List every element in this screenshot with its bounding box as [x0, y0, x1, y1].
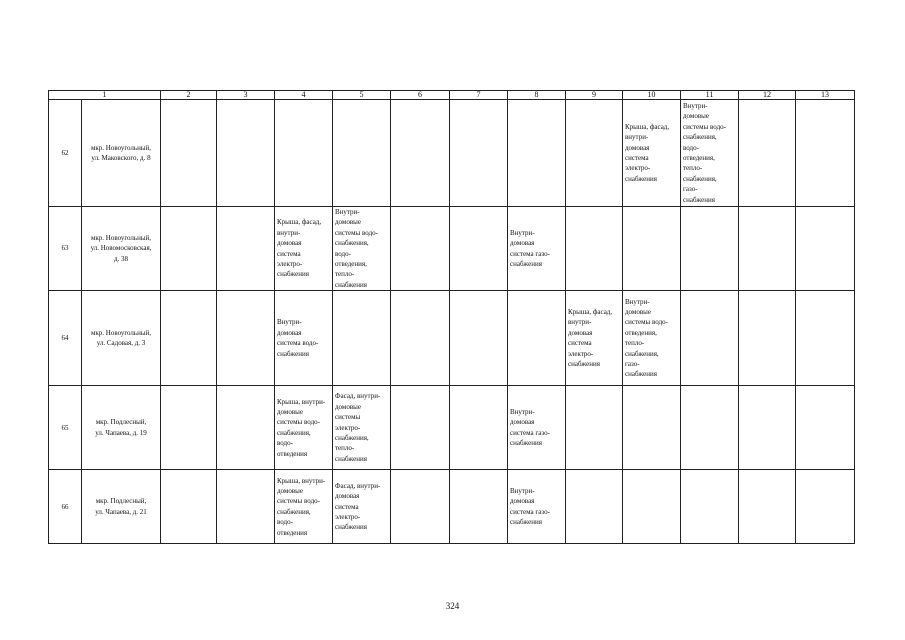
work-cell: Внутри- домовые системы водо- снабжения, водо- отведения, тепло- снабжения, газо- снабжения	[681, 100, 739, 207]
work-cell: Фасад, внутри- домовая система электро- снабжения	[333, 470, 391, 544]
work-cell: Крыша, фасад, внутри- домовая система электро- снабжения	[275, 207, 333, 291]
work-cell: Крыша, внутри- домовые системы водо- снабжения, водо- отведения	[275, 386, 333, 470]
work-cell	[681, 291, 739, 386]
work-cell: Внутри- домовая система газо- снабжения	[508, 470, 566, 544]
work-cell: Крыша, фасад, внутри- домовая система электро- снабжения	[623, 100, 681, 207]
work-cell	[681, 207, 739, 291]
page-number: 324	[445, 601, 460, 611]
column-header: 8	[508, 91, 566, 100]
column-number-row	[49, 91, 855, 100]
address-cell: мкр. Подлесный, ул. Чапаева, д. 19	[82, 386, 161, 470]
address-cell: мкр. Новоугольный, ул. Маковского, д. 8	[82, 100, 161, 207]
column-header: 7	[450, 91, 508, 100]
column-header: 11	[681, 91, 739, 100]
work-cell: Внутри- домовые системы водо- отведения, тепло- снабжения, газо- снабжения	[623, 291, 681, 386]
table-row	[49, 291, 855, 386]
table-row	[49, 470, 855, 544]
work-cell: Крыша, фасад, внутри- домовая система электро- снабжения	[566, 291, 623, 386]
address-cell: мкр. Новоугольный, ул. Садовая, д. 3	[82, 291, 161, 386]
address-cell: мкр. Новоугольный, ул. Новомосковская, д. 38	[82, 207, 161, 291]
column-header: 10	[623, 91, 681, 100]
table-row	[49, 100, 855, 207]
work-cell	[566, 207, 623, 291]
work-cell: Внутри- домовая система газо- снабжения	[508, 207, 566, 291]
work-cell	[333, 100, 391, 207]
work-cell	[275, 100, 333, 207]
work-cell	[681, 386, 739, 470]
column-header: 12	[739, 91, 796, 100]
row-number: 64	[49, 291, 82, 386]
work-cell	[566, 386, 623, 470]
work-cell	[681, 470, 739, 544]
work-cell	[566, 470, 623, 544]
work-cell	[508, 100, 566, 207]
row-number: 62	[49, 100, 82, 207]
work-cell	[623, 207, 681, 291]
column-header: 4	[275, 91, 333, 100]
work-cell	[623, 470, 681, 544]
row-number: 63	[49, 207, 82, 291]
table-row	[49, 386, 855, 470]
row-number: 65	[49, 386, 82, 470]
address-cell: мкр. Подлесный, ул. Чапаева, д. 21	[82, 470, 161, 544]
column-header: 13	[796, 91, 855, 100]
repair-schedule-table	[48, 90, 855, 544]
work-cell	[623, 386, 681, 470]
table-row	[49, 207, 855, 291]
column-header: 9	[566, 91, 623, 100]
column-header: 1	[49, 91, 161, 100]
work-cell: Внутри- домовая система водо- снабжения	[275, 291, 333, 386]
column-header: 3	[217, 91, 275, 100]
work-cell	[333, 291, 391, 386]
work-cell: Внутри- домовая система газо- снабжения	[508, 386, 566, 470]
work-cell: Внутри- домовые системы водо- снабжения, водо- отведения, тепло- снабжения	[333, 207, 391, 291]
work-cell: Фасад, внутри- домовые системы электро- снабжения, тепло- снабжения	[333, 386, 391, 470]
column-header: 5	[333, 91, 391, 100]
column-header: 2	[161, 91, 217, 100]
work-cell: Крыша, внутри- домовые системы водо- снабжения, водо- отведения	[275, 470, 333, 544]
column-header: 6	[391, 91, 450, 100]
row-number: 66	[49, 470, 82, 544]
work-cell	[566, 100, 623, 207]
work-cell	[508, 291, 566, 386]
